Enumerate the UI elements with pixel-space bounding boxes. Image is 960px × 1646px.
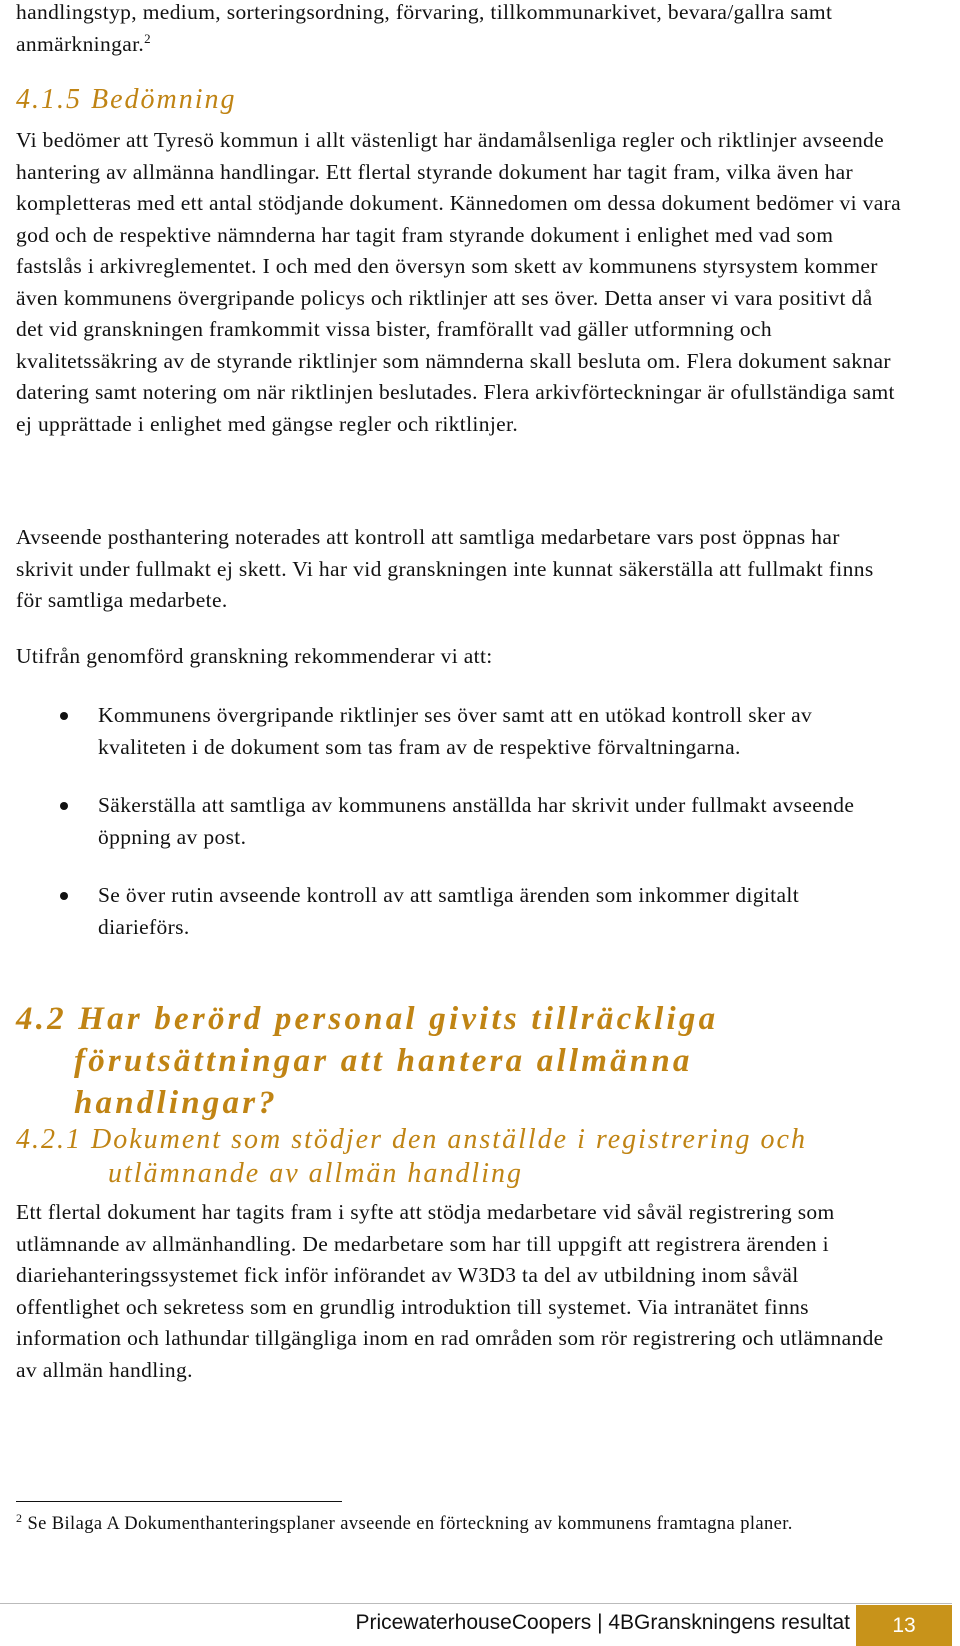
section-4-2-1-heading: 4.2.1 Dokument som stödjer den anställde i registrering och utlämnande av allmän handling bbox=[16, 1124, 807, 1189]
footer-text: PricewaterhouseCoopers | 4BGranskningens resultat bbox=[355, 1611, 850, 1634]
footnote bbox=[16, 1511, 946, 1537]
footnote-ref: 2 bbox=[144, 30, 151, 46]
section-4-2-1-paragraph: Ett flertal dokument har tagits fram i syfte att stödja medarbetare vid såväl registrering som utlämnande av allmänhandling. De medarbetare som har till uppgift att registrera ärenden i diariehanteringssystemet fick inför införandet av W3D3 ta del av utbildning inom såväl offentlighet och sekretess som en grundlig introduktion till systemet. Via intranätet finns information och lathundar tillgängliga inom en rad områden som rör registrering och utlämnande av allmän handling. bbox=[16, 1200, 884, 1382]
bullet-icon bbox=[60, 712, 68, 720]
footer-divider bbox=[0, 1603, 952, 1604]
list-item: Kommunens övergripande riktlinjer ses över samt att en utökad kontroll sker av kvaliteten i de dokument som tas fram av de respektive förvaltningarna. bbox=[16, 700, 916, 763]
list-item: Se över rutin avseende kontroll av att samtliga ärenden som inkommer digitalt diarieförs. bbox=[16, 880, 916, 943]
section-4-1-5-heading: 4.1.5 Bedömning bbox=[16, 84, 237, 115]
list-item: Säkerställa att samtliga av kommunens anställda har skrivit under fullmakt avseende öppning av post. bbox=[16, 790, 916, 853]
bedomning-paragraph: Vi bedömer att Tyresö kommun i allt västenligt har ändamålsenliga regler och riktlinjer avseende hantering av allmänna handlingar. Ett flertal styrande dokument har tagit fram, vilka även har kompletteras med ett antal stödjande dokument. Kännedomen om dessa dokument bedömer vi vara god och de respektive nämnderna har tagit fram styrande dokument i enlighet med vad som fastslås i arkivreglementet. I och med den översyn som skett av kommunens styrsystem kommer även kommunens övergripande policys och riktlinjer att ses över. Detta anser vi vara positivt då det vid granskningen framkommit vissa bister, framförallt vad gäller utformning och kvalitetssäkring av de styrande riktlinjer som nämnderna skall besluta om. Flera dokument saknar datering samt notering om när riktlinjen beslutades. Flera arkivförteckningar är ofullständiga samt ej upprättade i enlighet med gängse regler och riktlinjer. bbox=[16, 128, 902, 436]
bullet-icon bbox=[60, 802, 68, 810]
footnote-number: 2 bbox=[16, 1510, 23, 1525]
footnote-divider bbox=[16, 1501, 342, 1502]
footnote-text: Se Bilaga A Dokumenthanteringsplaner avseende en förteckning av kommunens framtagna planer. bbox=[27, 1514, 793, 1534]
section-4-2-heading: 4.2 Har berörd personal givits tillräckliga förutsättningar att hantera allmänna handlingar? bbox=[16, 1001, 719, 1121]
posthantering-paragraph: Avseende posthantering noterades att kontroll att samtliga medarbetare vars post öppnas har skrivit under fullmakt ej skett. Vi har vid granskningen inte kunnat säkerställa att fullmakt finns för samtliga medarbete. bbox=[16, 525, 874, 612]
intro-paragraph bbox=[16, 0, 846, 60]
page-number-badge: 13 bbox=[856, 1605, 952, 1646]
recommendation-list bbox=[16, 700, 916, 943]
recommendation-intro: Utifrån genomförd granskning rekommenderar vi att: bbox=[16, 644, 493, 668]
intro-text: handlingstyp, medium, sorteringsordning, förvaring, tillkommunarkivet, bevara/gallra samt anmärkningar. bbox=[16, 0, 833, 56]
bullet-icon bbox=[60, 892, 68, 900]
